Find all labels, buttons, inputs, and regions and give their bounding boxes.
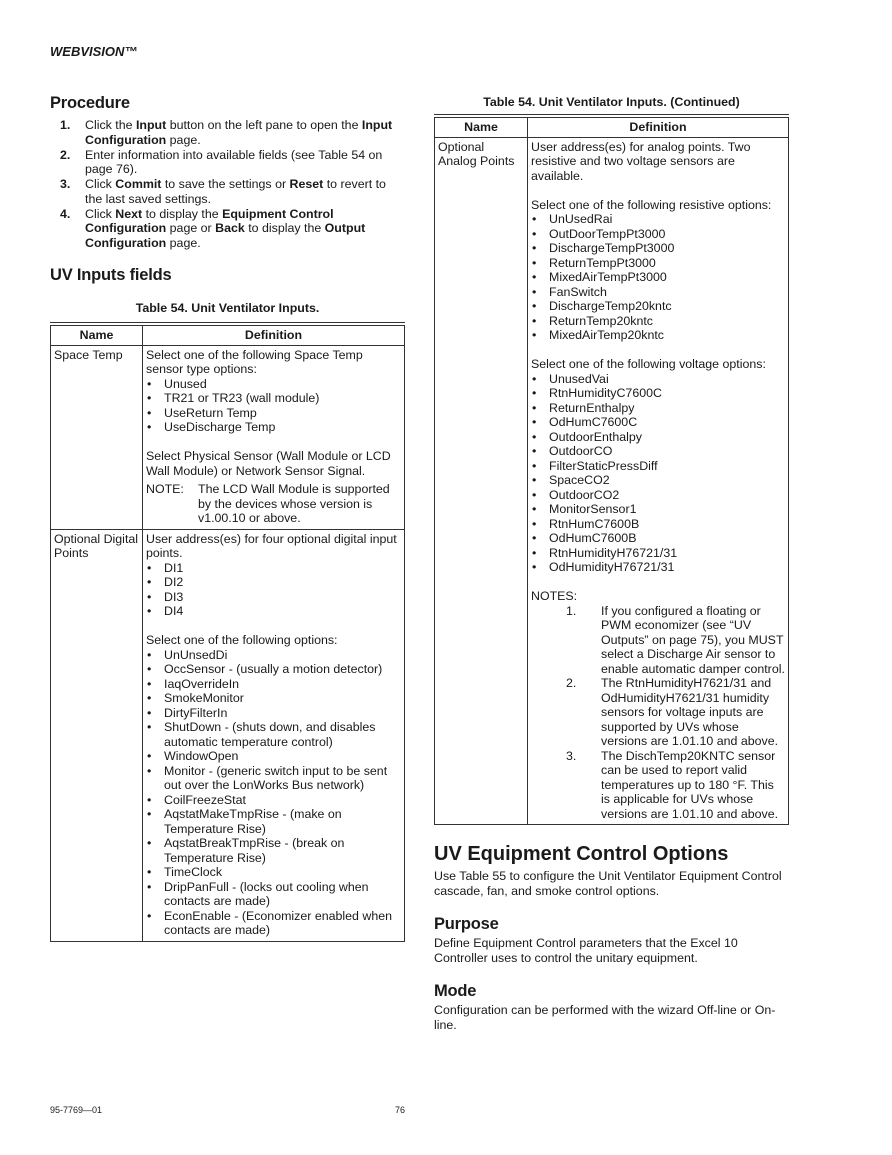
option-list bbox=[146, 648, 401, 938]
uv-inputs-heading: UV Inputs fields bbox=[50, 266, 172, 284]
list-item: • OccSensor - (usually a motion detector) bbox=[146, 662, 401, 677]
note-number: 1. bbox=[566, 603, 577, 618]
list-item: • Unused bbox=[146, 377, 401, 392]
inputs-table bbox=[50, 322, 405, 942]
procedure-heading: Procedure bbox=[50, 94, 130, 112]
row-definition bbox=[143, 345, 405, 529]
note-label: NOTE: bbox=[146, 482, 184, 496]
list-item: • SmokeMonitor bbox=[146, 691, 401, 706]
definition-text: Select one of the following resistive options: bbox=[531, 197, 772, 212]
step-text: Click bbox=[85, 177, 116, 191]
column-header-name: Name bbox=[51, 324, 143, 345]
list-item: • MonitorSensor1 bbox=[531, 502, 785, 517]
column-header-definition: Definition bbox=[528, 116, 789, 137]
step-text: Click the bbox=[85, 118, 136, 132]
table-caption: Table 54. Unit Ventilator Inputs. (Continued) bbox=[483, 95, 740, 109]
list-item: • FilterStaticPressDiff bbox=[531, 459, 785, 474]
list-item: • ShutDown - (shuts down, and disables automatic temperature control) bbox=[146, 720, 401, 749]
note-text: The LCD Wall Module is supported by the devices whose version is v1.00.10 or above. bbox=[198, 482, 390, 525]
section-title: UV Equipment Control Options bbox=[434, 843, 729, 865]
definition-text: User address(es) for four optional digital input points. bbox=[146, 531, 397, 560]
list-item: • DischargeTempPt3000 bbox=[531, 241, 785, 256]
right-column bbox=[434, 94, 789, 1032]
step-text: page. bbox=[166, 132, 201, 147]
list-item: • ReturnTemp20kntc bbox=[531, 314, 785, 329]
list-item: • UnusedVai bbox=[531, 372, 785, 387]
row-definition bbox=[528, 137, 789, 825]
left-column bbox=[50, 94, 405, 942]
notes-list bbox=[531, 604, 785, 822]
list-item: • DischargeTemp20kntc bbox=[531, 299, 785, 314]
document-number: 95-7769—01 bbox=[50, 1105, 103, 1115]
note-number: 2. bbox=[566, 676, 577, 690]
list-item: • RtnHumidityH76721/31 bbox=[531, 546, 785, 561]
list-item: • DI1 bbox=[146, 561, 401, 576]
step-text: page or bbox=[166, 221, 216, 235]
column-header-name: Name bbox=[435, 116, 528, 137]
point-list bbox=[146, 561, 401, 619]
list-item: • IaqOverrideIn bbox=[146, 677, 401, 692]
step-text: to save the settings or bbox=[161, 177, 290, 191]
table-row bbox=[435, 137, 789, 825]
page-number: 76 bbox=[395, 1105, 406, 1115]
note-item bbox=[531, 676, 785, 749]
list-item: • UnUsedRai bbox=[531, 212, 785, 227]
procedure-step bbox=[50, 177, 405, 206]
list-item: • OdHumidityH76721/31 bbox=[531, 560, 785, 575]
list-item: • MixedAirTemp20kntc bbox=[531, 328, 785, 343]
definition-text: Select one of the following voltage options: bbox=[531, 357, 766, 371]
note-text: The RtnHumidityH7621/31 and OdHumidityH7621/31 humidity sensors for voltage inputs are supported by UVs whose versions are 1.01.10 and above. bbox=[601, 676, 779, 748]
list-item: • OdHumC7600B bbox=[531, 531, 785, 546]
step-text: page. bbox=[166, 235, 201, 250]
step-number: 2. bbox=[60, 147, 71, 162]
note-item bbox=[531, 604, 785, 677]
list-item: • UnUnsedDi bbox=[146, 648, 401, 663]
list-item: • DI4 bbox=[146, 604, 401, 619]
row-definition bbox=[143, 529, 405, 941]
column-header-definition: Definition bbox=[143, 324, 405, 345]
step-text: to display the bbox=[142, 206, 223, 221]
emphasized-text: Commit bbox=[115, 177, 162, 191]
procedure-step bbox=[50, 207, 405, 251]
mode-text: Configuration can be performed with the wizard Off-line or On-line. bbox=[434, 1003, 776, 1032]
row-name: Optional Analog Points bbox=[435, 137, 528, 825]
emphasized-text: Next bbox=[115, 206, 143, 221]
list-item: • DirtyFilterIn bbox=[146, 706, 401, 721]
option-list bbox=[146, 377, 401, 435]
emphasized-text: Output Configuration bbox=[85, 221, 366, 250]
list-item: • SpaceCO2 bbox=[531, 473, 785, 488]
definition-text: Select Physical Sensor (Wall Module or LCD Wall Module) or Network Sensor Signal. bbox=[146, 449, 391, 478]
inputs-table-continued bbox=[434, 114, 789, 825]
row-name: Optional Digital Points bbox=[51, 529, 143, 941]
emphasized-text: Reset bbox=[289, 177, 324, 191]
definition-text: User address(es) for analog points. Two resistive and two voltage sensors are available. bbox=[531, 139, 751, 183]
step-text: button on the left pane to open the bbox=[166, 118, 362, 132]
step-number: 4. bbox=[60, 206, 71, 221]
list-item: • RtnHumC7600B bbox=[531, 517, 785, 532]
note-item bbox=[531, 749, 785, 822]
purpose-heading: Purpose bbox=[434, 915, 499, 933]
row-name: Space Temp bbox=[51, 345, 143, 529]
list-item: • CoilFreezeStat bbox=[146, 793, 401, 808]
list-item: • OutdoorCO2 bbox=[531, 488, 785, 503]
list-item: • OutdoorEnthalpy bbox=[531, 430, 785, 445]
step-number: 1. bbox=[60, 118, 71, 132]
table-row bbox=[51, 529, 405, 941]
procedure-step bbox=[50, 148, 405, 177]
mode-heading: Mode bbox=[434, 982, 477, 1000]
note-number: 3. bbox=[566, 748, 577, 763]
table-caption: Table 54. Unit Ventilator Inputs. bbox=[135, 301, 320, 315]
emphasized-text: Input bbox=[135, 118, 167, 132]
list-item: • AqstatMakeTmpRise - (make on Temperature Rise) bbox=[146, 807, 401, 836]
list-item: • UseReturn Temp bbox=[146, 406, 401, 421]
section-text: Use Table 55 to configure the Unit Ventilator Equipment Control cascade, fan, and smoke control options. bbox=[434, 869, 782, 898]
list-item: • DI2 bbox=[146, 575, 401, 590]
list-item: • TimeClock bbox=[146, 865, 401, 880]
list-item: • UseDischarge Temp bbox=[146, 420, 401, 435]
purpose-text: Define Equipment Control parameters that the Excel 10 Controller uses to control the unitary equipment. bbox=[434, 936, 738, 965]
emphasized-text: Back bbox=[215, 221, 245, 235]
list-item: • RtnHumidityC7600C bbox=[531, 386, 785, 401]
note bbox=[146, 482, 401, 526]
step-number: 3. bbox=[60, 177, 71, 191]
list-item: • DripPanFull - (locks out cooling when contacts are made) bbox=[146, 880, 401, 909]
procedure-steps bbox=[50, 118, 405, 250]
list-item: • Monitor - (generic switch input to be sent out over the LonWorks Bus network) bbox=[146, 764, 401, 793]
definition-text: Select one of the following Space Temp sensor type options: bbox=[146, 347, 363, 376]
list-item: • FanSwitch bbox=[531, 285, 785, 300]
step-text: to revert to the last saved settings. bbox=[85, 177, 386, 206]
list-item: • AqstatBreakTmpRise - (break on Temperature Rise) bbox=[146, 836, 401, 865]
list-item: • TR21 or TR23 (wall module) bbox=[146, 391, 401, 406]
list-item: • EconEnable - (Economizer enabled when contacts are made) bbox=[146, 909, 401, 938]
step-text: Enter information into available fields (see Table 54 on page 76). bbox=[85, 147, 383, 176]
table-row bbox=[51, 345, 405, 529]
resistive-option-list bbox=[531, 212, 785, 343]
procedure-step bbox=[50, 118, 405, 147]
step-text: to display the bbox=[244, 221, 325, 235]
list-item: • WindowOpen bbox=[146, 749, 401, 764]
definition-text: Select one of the following options: bbox=[146, 633, 338, 647]
voltage-option-list bbox=[531, 372, 785, 575]
emphasized-text: Input Configuration bbox=[85, 118, 393, 147]
note-text: The DischTemp20KNTC sensor can be used to report valid temperatures up to 180 °F. This is applicable for UVs whose versions are 1.01.10 and above. bbox=[601, 748, 779, 821]
list-item: • ReturnEnthalpy bbox=[531, 401, 785, 416]
note-text: If you configured a floating or PWM economizer (see “UV Outputs” on page 75), you MUST select a Discharge Air sensor to enable automatic damper control. bbox=[601, 603, 785, 676]
list-item: • OutDoorTempPt3000 bbox=[531, 227, 785, 242]
emphasized-text: Equipment Control Configuration bbox=[85, 206, 334, 235]
list-item: • DI3 bbox=[146, 590, 401, 605]
list-item: • OutdoorCO bbox=[531, 444, 785, 459]
notes-label: NOTES: bbox=[531, 589, 578, 603]
running-header: WEBVISION™ bbox=[50, 44, 138, 59]
list-item: • OdHumC7600C bbox=[531, 415, 785, 430]
step-text: Click bbox=[85, 206, 116, 221]
list-item: • MixedAirTempPt3000 bbox=[531, 270, 785, 285]
list-item: • ReturnTempPt3000 bbox=[531, 256, 785, 271]
